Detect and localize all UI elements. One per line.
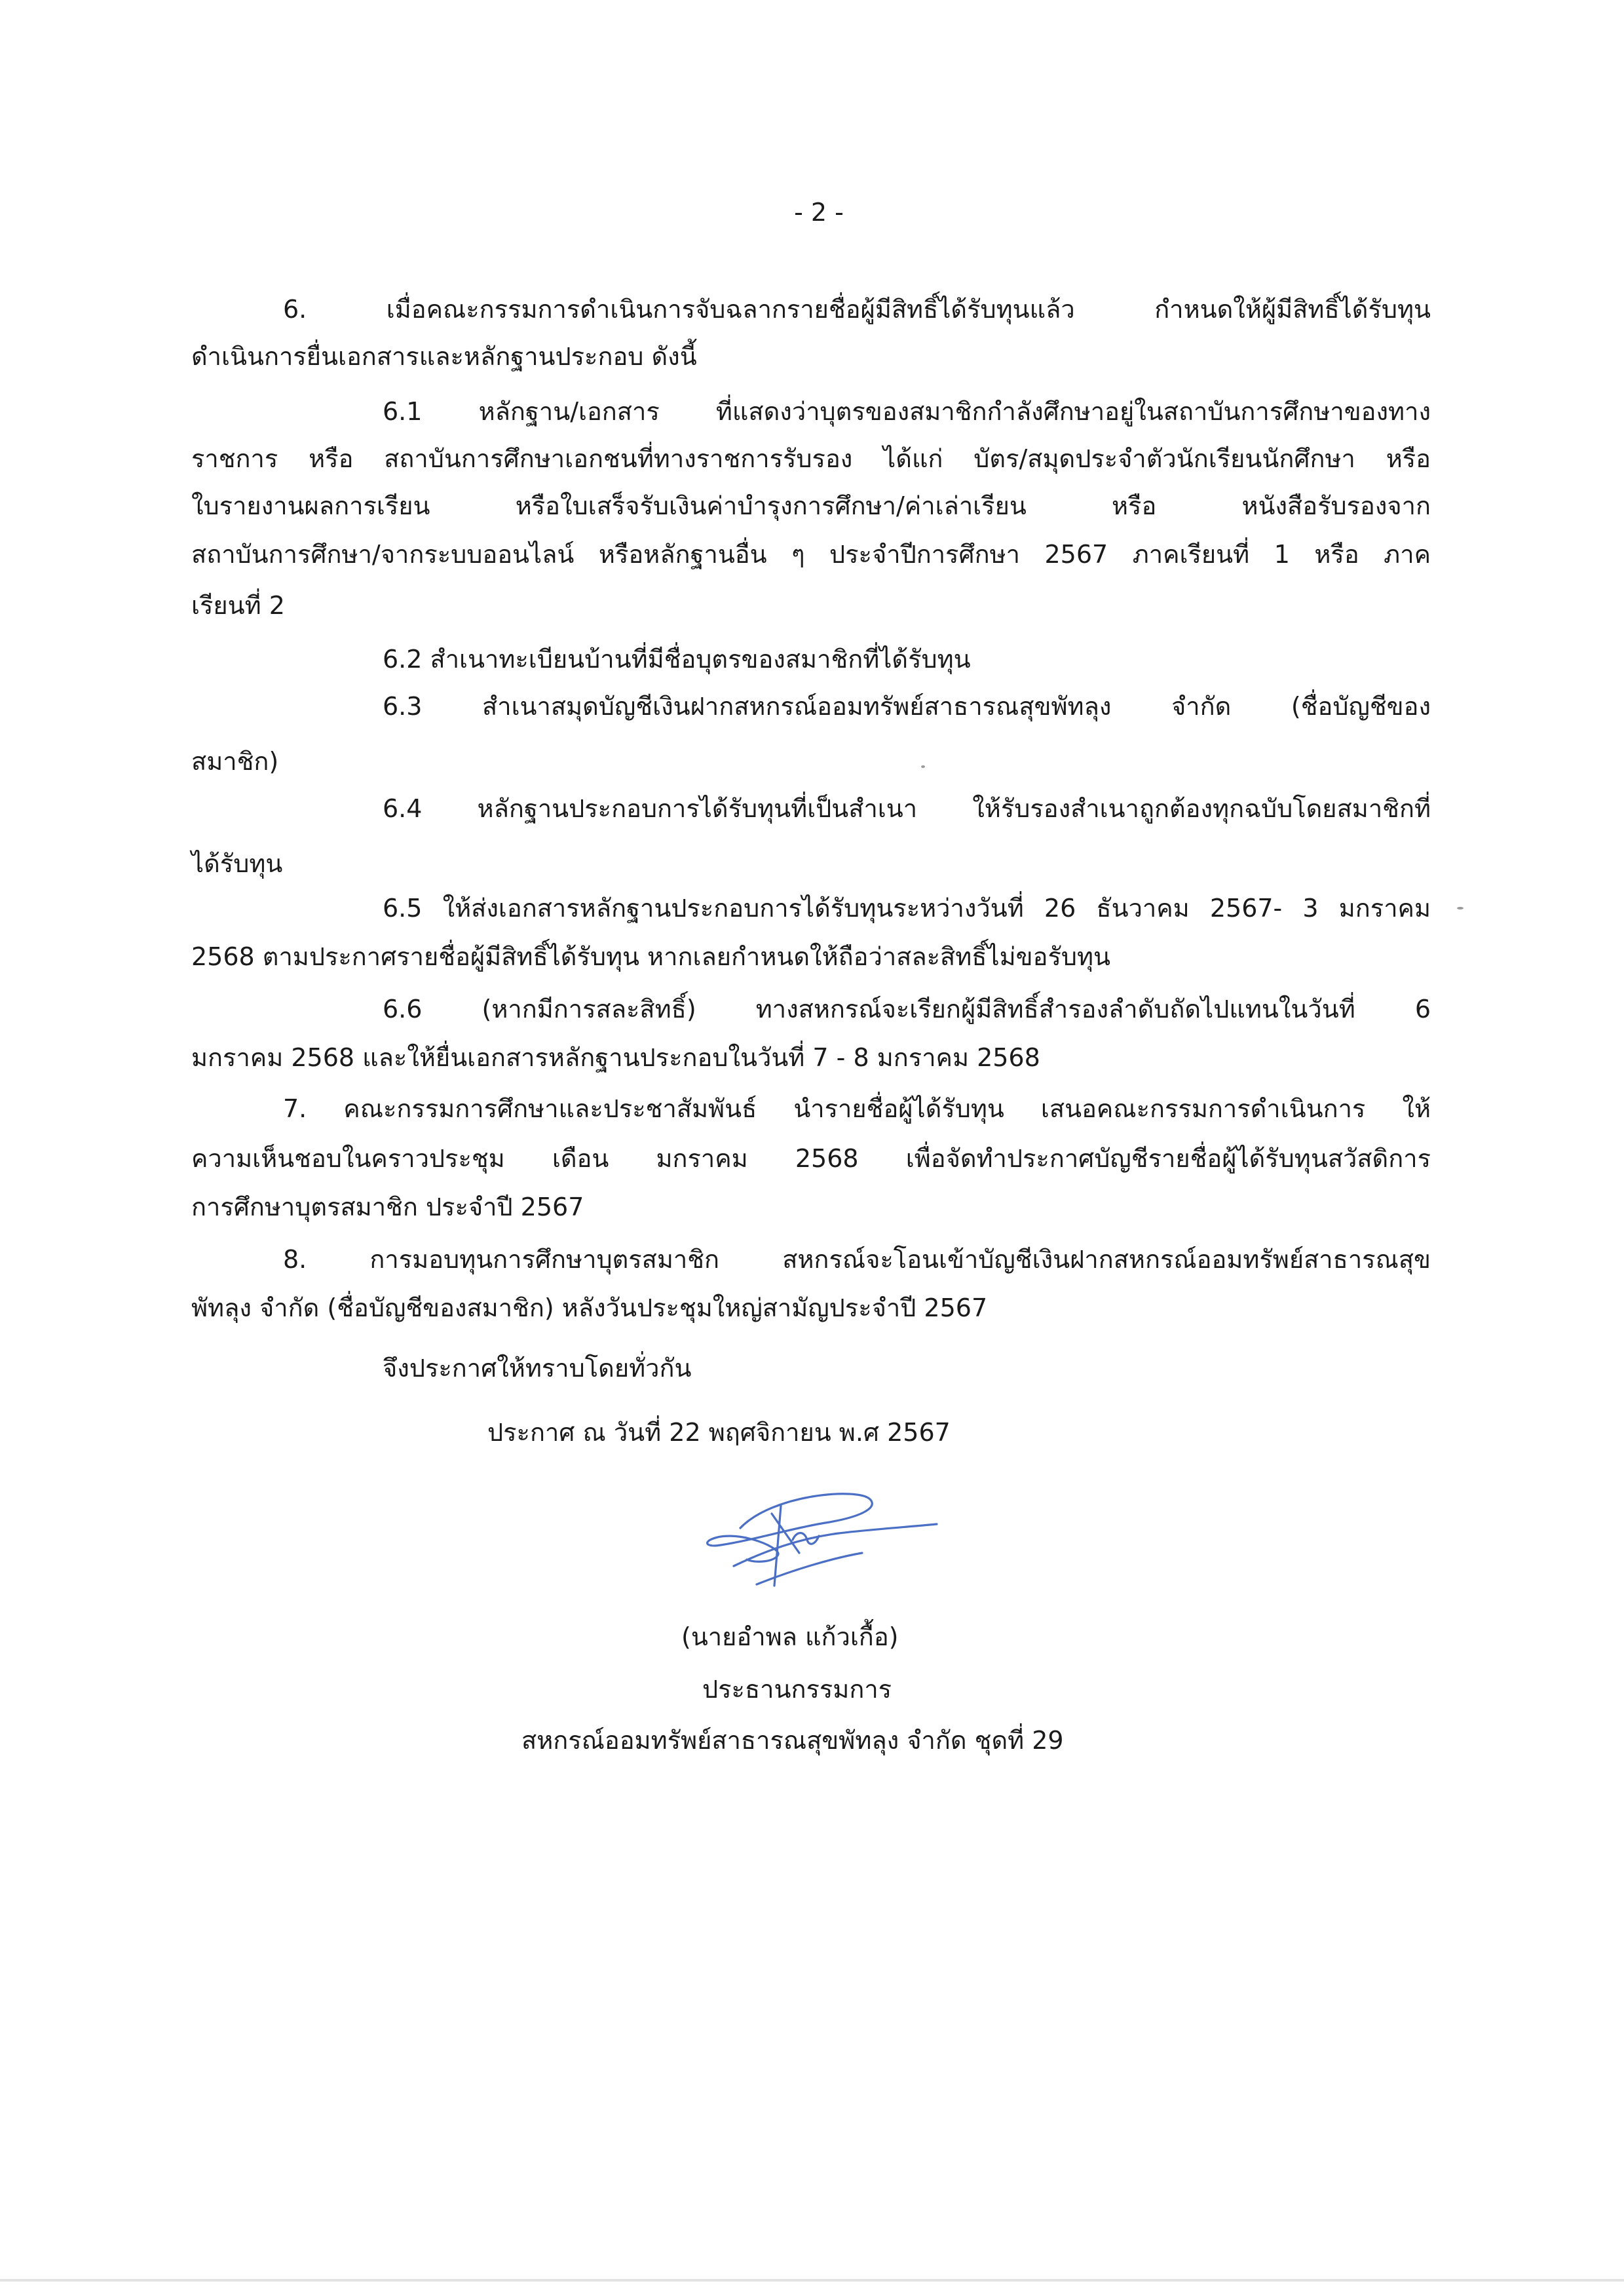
- section-8-line-2: พัทลุง จำกัด (ชื่อบัญชีของสมาชิก) หลังวันประชุมใหญ่สามัญประจำปี 2567: [191, 1293, 988, 1322]
- scan-edge: [0, 2279, 1624, 2282]
- signer-position: ประธานกรรมการ: [702, 1675, 892, 1704]
- scan-speck: [1457, 907, 1463, 909]
- item-6-4-line-2: ได้รับทุน: [191, 849, 283, 878]
- page-number: - 2 -: [794, 198, 844, 227]
- item-6-5-line-1: 6.5 ให้ส่งเอกสารหลักฐานประกอบการได้รับทุนระหว่างวันที่ 26 ธันวาคม 2567- 3 มกราคม: [383, 894, 1431, 923]
- signature: [694, 1468, 943, 1612]
- item-6-6-line-2: มกราคม 2568 และให้ยื่นเอกสารหลักฐานประกอบในวันที่ 7 - 8 มกราคม 2568: [191, 1043, 1040, 1072]
- item-6-1-line-2: ราชการ หรือ สถาบันการศึกษาเอกชนที่ทางราชการรับรอง ได้แก่ บัตร/สมุดประจำตัวนักเรียนนักศึกษา หรือ: [191, 444, 1431, 473]
- item-6-1-line-4: สถาบันการศึกษา/จากระบบออนไลน์ หรือหลักฐานอื่น ๆ ประจำปีการศึกษา 2567 ภาคเรียนที่ 1 หรือ ภาค: [191, 540, 1431, 569]
- section-7-line-1: 7. คณะกรรมการศึกษาและประชาสัมพันธ์ นำรายชื่อผู้ได้รับทุน เสนอคณะกรรมการดำเนินการ ให้: [283, 1094, 1431, 1123]
- signer-organization: สหกรณ์ออมทรัพย์สาธารณสุขพัทลุง จำกัด ชุดที่ 29: [521, 1726, 1064, 1755]
- item-6-6-line-1: 6.6 (หากมีการสละสิทธิ์) ทางสหกรณ์จะเรียกผู้มีสิทธิ์สำรองลำดับถัดไปแทนในวันที่ 6: [383, 995, 1431, 1024]
- item-6-3-line-1: 6.3 สำเนาสมุดบัญชีเงินฝากสหกรณ์ออมทรัพย์สาธารณสุขพัทลุง จำกัด (ชื่อบัญชีของ: [383, 692, 1431, 721]
- announcement-date: ประกาศ ณ วันที่ 22 พฤศจิกายน พ.ศ 2567: [487, 1418, 951, 1447]
- item-6-2: 6.2 สำเนาทะเบียนบ้านที่มีชื่อบุตรของสมาชิกที่ได้รับทุน: [383, 645, 971, 674]
- section-6-line-1: 6. เมื่อคณะกรรมการดำเนินการจับฉลากรายชื่อผู้มีสิทธิ์ได้รับทุนแล้ว กำหนดให้ผู้มีสิทธิ์ได้รับทุน: [283, 295, 1431, 324]
- scan-speck: [921, 765, 925, 768]
- item-6-5-line-2: 2568 ตามประกาศรายชื่อผู้มีสิทธิ์ได้รับทุน หากเลยกำหนดให้ถือว่าสละสิทธิ์ไม่ขอรับทุน: [191, 942, 1110, 971]
- item-6-3-line-2: สมาชิก): [191, 747, 279, 776]
- section-8-line-1: 8. การมอบทุนการศึกษาบุตรสมาชิก สหกรณ์จะโอนเข้าบัญชีเงินฝากสหกรณ์ออมทรัพย์สาธารณสุข: [283, 1245, 1431, 1274]
- item-6-4-line-1: 6.4 หลักฐานประกอบการได้รับทุนที่เป็นสำเนา ให้รับรองสำเนาถูกต้องทุกฉบับโดยสมาชิกที่: [383, 794, 1431, 823]
- section-6-line-2: ดำเนินการยื่นเอกสารและหลักฐานประกอบ ดังนี้: [191, 342, 697, 371]
- announcement-statement: จึงประกาศให้ทราบโดยทั่วกัน: [383, 1354, 692, 1383]
- signer-name: (นายอำพล แก้วเกื้อ): [681, 1622, 899, 1651]
- section-7-line-3: การศึกษาบุตรสมาชิก ประจำปี 2567: [191, 1193, 584, 1221]
- item-6-1-line-5: เรียนที่ 2: [191, 591, 285, 620]
- item-6-1-line-1: 6.1 หลักฐาน/เอกสาร ที่แสดงว่าบุตรของสมาชิกกำลังศึกษาอยู่ในสถาบันการศึกษาของทาง: [383, 397, 1431, 426]
- item-6-1-line-3: ใบรายงานผลการเรียน หรือใบเสร็จรับเงินค่าบำรุงการศึกษา/ค่าเล่าเรียน หรือ หนังสือรับรองจาก: [191, 491, 1431, 520]
- section-7-line-2: ความเห็นชอบในคราวประชุม เดือน มกราคม 2568 เพื่อจัดทำประกาศบัญชีรายชื่อผู้ได้รับทุนสวัสดิการ: [191, 1144, 1431, 1173]
